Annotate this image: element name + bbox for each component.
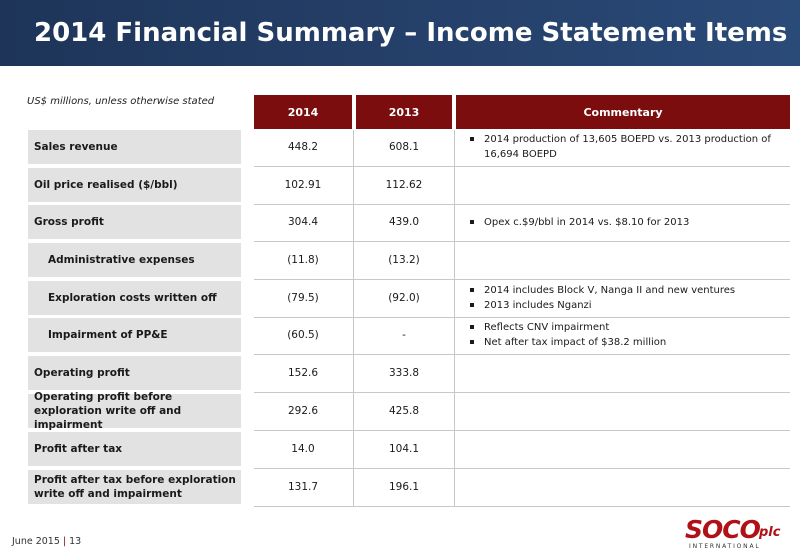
value-2014: 292.6 — [287, 405, 319, 417]
value-2014: (11.8) — [287, 254, 319, 266]
commentary-item — [468, 132, 788, 162]
row-label: Operating profit before exploration write off and impairment — [28, 394, 241, 428]
commentary-list — [468, 215, 788, 230]
row-divider — [254, 506, 790, 507]
bullet-icon — [470, 340, 474, 344]
footer — [12, 536, 81, 547]
row-label: Gross profit — [28, 205, 241, 239]
soco-logo — [683, 514, 791, 550]
row-divider — [254, 279, 790, 280]
value-2014: 102.91 — [284, 179, 322, 191]
logo-plc: plc — [759, 525, 781, 540]
title-bar — [0, 0, 800, 66]
commentary-list — [468, 320, 788, 350]
commentary-text: 2014 includes Block V, Nanga II and new ventures — [484, 285, 736, 296]
row-divider — [254, 166, 790, 167]
commentary-item — [468, 215, 788, 230]
row-label: Operating profit — [28, 356, 241, 390]
value-2014: 448.2 — [287, 141, 319, 153]
bullet-icon — [470, 220, 474, 224]
row-label: Administrative expenses — [28, 243, 241, 277]
commentary-text: Net after tax impact of $38.2 million — [484, 337, 667, 348]
commentary-text: Reflects CNV impairment — [484, 322, 610, 333]
value-2013: (92.0) — [388, 292, 420, 304]
commentary-item — [468, 320, 788, 335]
commentary-list — [468, 132, 788, 162]
bullet-icon — [470, 303, 474, 307]
row-label: Sales revenue — [28, 130, 241, 164]
value-2013: 608.1 — [388, 141, 420, 153]
row-divider — [254, 430, 790, 431]
units-note: US$ millions, unless otherwise stated — [27, 96, 215, 107]
row-label: Profit after tax before exploration write off and impairment — [28, 470, 241, 504]
row-label: Oil price realised ($/bbl) — [28, 168, 241, 202]
value-2013: 439.0 — [388, 216, 420, 228]
value-2014: (60.5) — [287, 329, 319, 341]
commentary-text: 2013 includes Nganzi — [484, 300, 592, 311]
commentary-item — [468, 283, 788, 298]
row-divider — [254, 392, 790, 393]
slide-title: 2014 Financial Summary – Income Statement Items — [34, 18, 788, 48]
commentary-item — [468, 335, 788, 350]
value-2014: 152.6 — [287, 367, 319, 379]
footer-date: June 2015 — [12, 536, 60, 547]
row-label: Exploration costs written off — [28, 281, 241, 315]
value-2013: 425.8 — [388, 405, 420, 417]
value-2014: 131.7 — [287, 481, 319, 493]
logo-subtitle: INTERNATIONAL — [689, 543, 761, 550]
commentary-text: Opex c.$9/bbl in 2014 vs. $8.10 for 2013 — [484, 216, 690, 228]
bullet-icon — [470, 325, 474, 329]
commentary-item — [468, 298, 788, 313]
commentary-list — [468, 283, 788, 313]
value-2013: 196.1 — [388, 481, 420, 493]
column-header-commentary: Commentary — [456, 95, 790, 129]
value-2013: 112.62 — [385, 179, 423, 191]
logo-wordmark: SOCO — [685, 515, 760, 544]
row-divider — [254, 241, 790, 242]
page-number: 13 — [69, 536, 82, 547]
footer-divider: | — [62, 536, 67, 547]
value-2014: (79.5) — [287, 292, 319, 304]
commentary-text: 2014 production of 13,605 BOEPD vs. 2013 production of 16,694 BOEPD — [484, 134, 771, 160]
bullet-icon — [470, 288, 474, 292]
value-2013: 104.1 — [388, 443, 420, 455]
value-2014: 304.4 — [287, 216, 319, 228]
column-divider — [353, 130, 354, 506]
column-header-2014: 2014 — [254, 95, 352, 129]
value-2013: - — [402, 329, 406, 341]
bullet-icon — [470, 137, 474, 141]
column-divider — [454, 130, 455, 506]
row-label: Impairment of PP&E — [28, 318, 241, 352]
value-2014: 14.0 — [291, 443, 315, 455]
row-divider — [254, 354, 790, 355]
column-header-2013: 2013 — [356, 95, 452, 129]
value-2013: 333.8 — [388, 367, 420, 379]
value-2013: (13.2) — [388, 254, 420, 266]
row-label: Profit after tax — [28, 432, 241, 466]
row-divider — [254, 468, 790, 469]
